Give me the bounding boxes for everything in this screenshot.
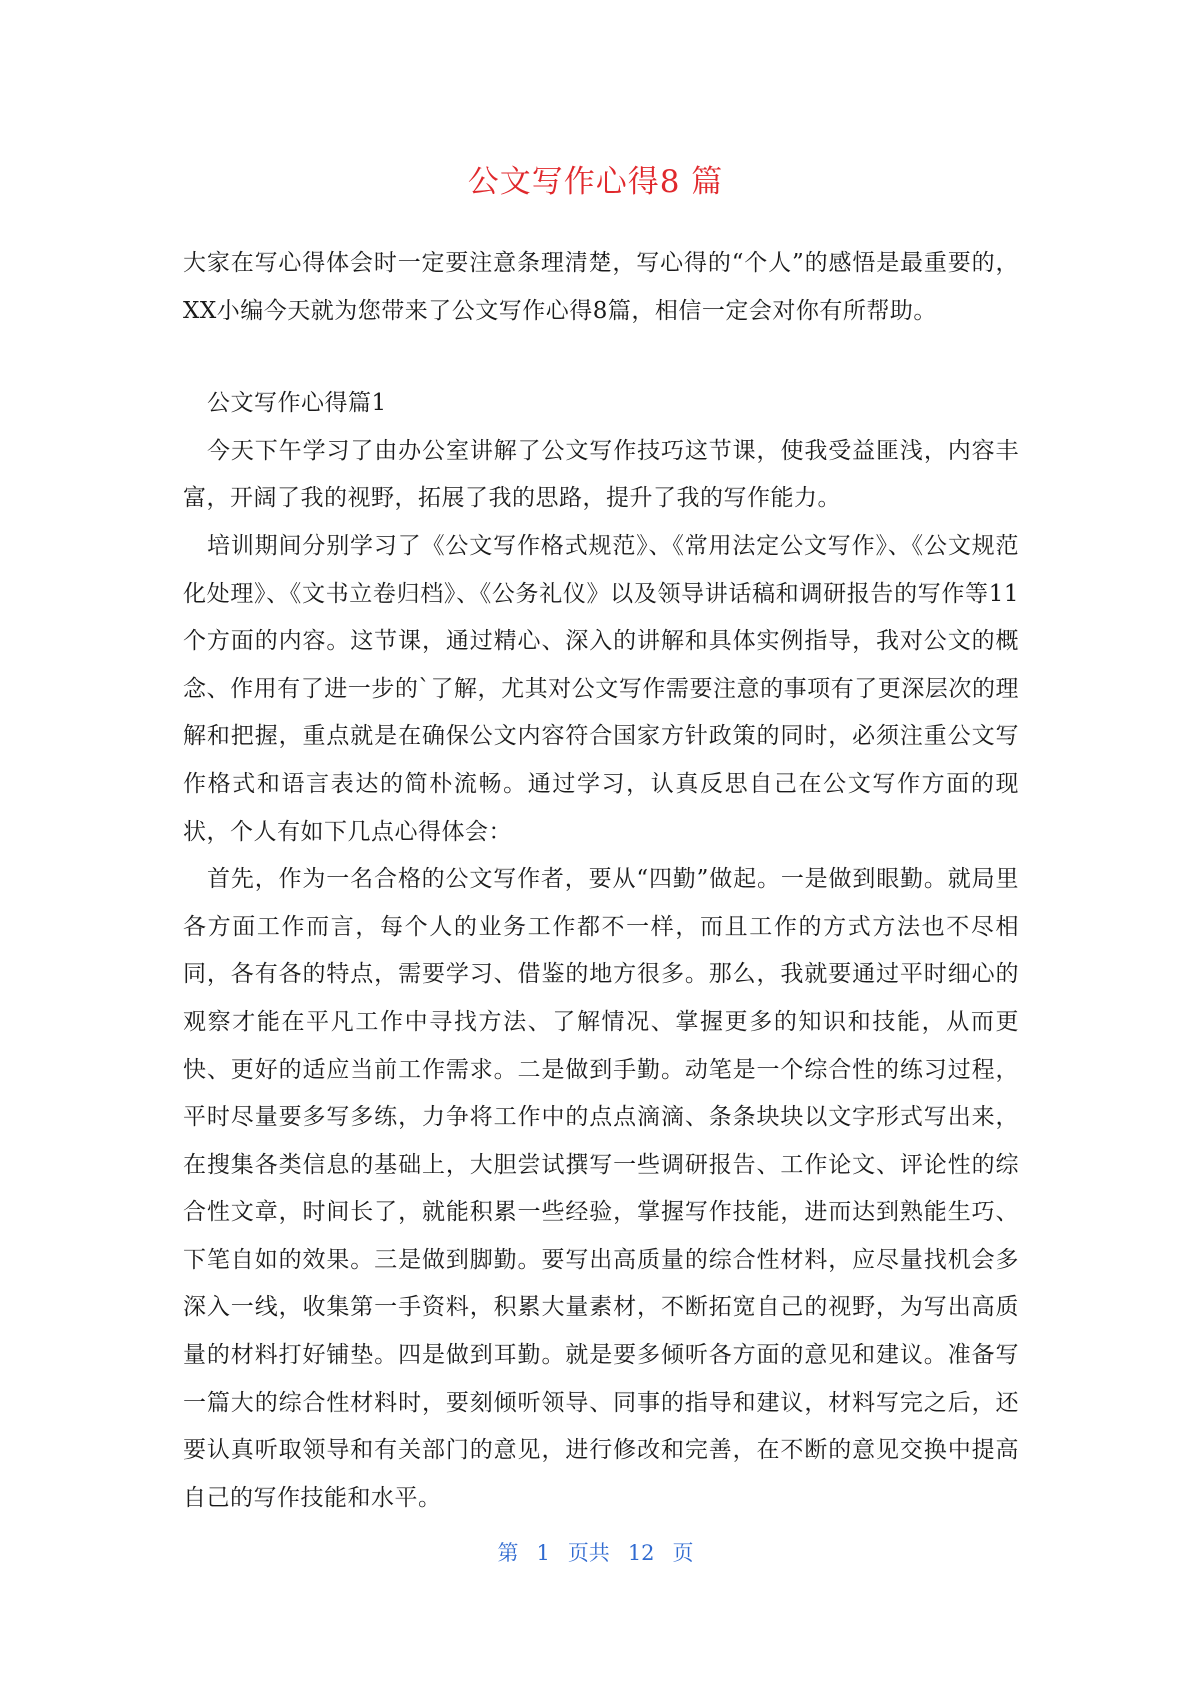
document-title: 公文写作心得8 篇	[467, 164, 724, 200]
body-paragraph-1: 今天下午学习了由办公室讲解了公文写作技巧这节课，使我受益匪浅，内容丰富，开阔了我的视野，拓展了我的思路，提升了我的写作能力。	[183, 437, 1019, 512]
page-number: 1	[536, 1541, 550, 1565]
page-suffix: 页	[672, 1541, 694, 1565]
page-total: 12	[627, 1541, 655, 1565]
page-footer	[0, 1538, 1191, 1568]
document-body	[183, 240, 1019, 1522]
page-prefix: 第	[497, 1541, 519, 1565]
page-middle: 页共	[567, 1541, 610, 1565]
body-paragraph-3: 首先，作为一名合格的公文写作者，要从“四勤”做起。一是做到眼勤。就局里各方面工作而言，每个人的业务工作都不一样，而且工作的方式方法也不尽相同，各有各的特点，需要学习、借鉴的地方很多。那么，我就要通过平时细心的观察才能在平凡工作中寻找方法、了解情况、掌握更多的知识和技能，从而更快、更好的适应当前工作需求。二是做到手勤。动笔是一个综合性的练习过程，平时尽量要多写多练，力争将工作中的点点滴滴、条条块块以文字形式写出来，在搜集各类信息的基础上，大胆尝试撰写一些调研报告、工作论文、评论性的综合性文章，时间长了，就能积累一些经验，掌握写作技能，进而达到熟能生巧、下笔自如的效果。三是做到脚勤。要写出高质量的综合性材料，应尽量找机会多深入一线，收集第一手资料，积累大量素材，不断拓宽自己的视野，为写出高质量的材料打好铺垫。四是做到耳勤。就是要多倾听各方面的意见和建议。准备写一篇大的综合性材料时，要刻倾听领导、同事的指导和建议，材料写完之后，还要认真听取领导和有关部门的意见，进行修改和完善，在不断的意见交换中提高自己的写作技能和水平。	[183, 866, 1019, 1511]
body-paragraph-2: 培训期间分别学习了《公文写作格式规范》、《常用法定公文写作》、《公文规范化处理》、《文书立卷归档》、《公务礼仪》以及领导讲话稿和调研报告的写作等11个方面的内容。这节课，通过精心、深入的讲解和具体实例指导，我对公文的概念、作用有了进一步的`了解，尤其对公文写作需要注意的事项有了更深层次的理解和把握，重点就是在确保公文内容符合国家方针政策的同时，必须注重公文写作格式和语言表达的简朴流畅。通过学习，认真反思自己在公文写作方面的现状，个人有如下几点心得体会：	[183, 532, 1019, 845]
section-heading: 公文写作心得篇1	[207, 390, 387, 417]
intro-paragraph: 大家在写心得体会时一定要注意条理清楚，写心得的“个人”的感悟是最重要的，XX小编今天就为您带来了公文写作心得8篇，相信一定会对你有所帮助。	[183, 250, 1019, 324]
